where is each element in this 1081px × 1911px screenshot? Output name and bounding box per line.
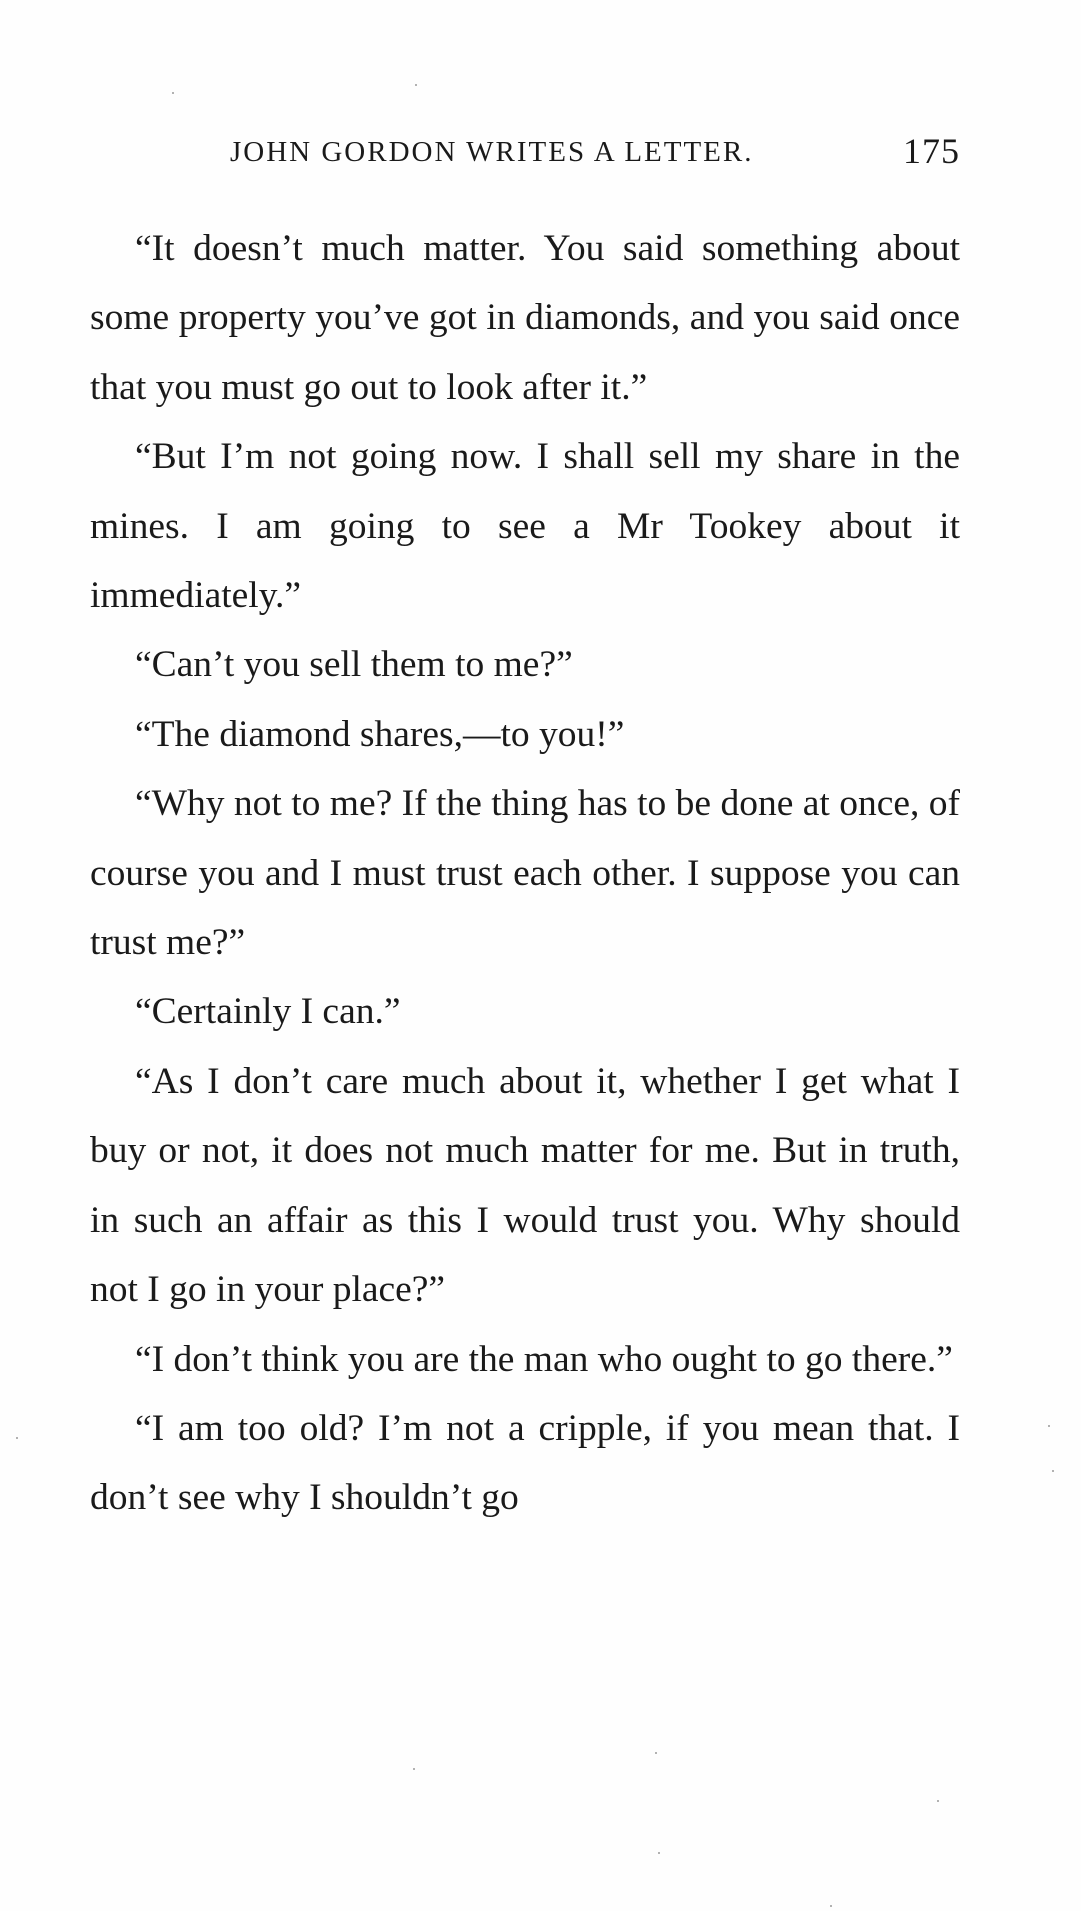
paragraph: “I am too old? I’m not a cripple, if you mean that. I don’t see why I shouldn’t go — [90, 1407, 960, 1519]
scan-speck — [172, 92, 174, 94]
scan-speck — [658, 1852, 660, 1854]
scan-speck — [1048, 1425, 1050, 1427]
scan-speck — [16, 1437, 18, 1439]
paragraph: “Can’t you sell them to me?” — [135, 644, 573, 686]
paragraph: “Why not to me? If the thing has to be done at once, of course you and I must trust each other. I suppose you can trust me?” — [90, 783, 960, 964]
paragraph: “I don’t think you are the man who ought to go there.” — [135, 1338, 953, 1380]
paragraph: “The diamond shares,—to you!” — [135, 713, 625, 755]
scan-speck — [415, 84, 417, 86]
page-number: 175 — [903, 131, 960, 171]
scan-speck — [655, 1752, 657, 1754]
scan-speck — [1052, 1470, 1054, 1472]
scan-speck — [830, 1905, 832, 1907]
paragraph: “But I’m not going now. I shall sell my share in the mines. I am going to see a Mr Tookey about it immediately.” — [90, 436, 960, 617]
paragraph: “It doesn’t much matter. You said something about some property you’ve got in diamonds, and you said once that you must go out to look after it.” — [90, 228, 960, 408]
running-title: JOHN GORDON WRITES A LETTER. — [230, 136, 754, 168]
scan-speck — [413, 1768, 415, 1770]
running-head — [90, 130, 960, 180]
scan-speck — [937, 1800, 939, 1802]
body-text — [90, 214, 960, 1533]
paragraph: “As I don’t care much about it, whether I get what I buy or not, it does not much matter for me. But in truth, in such an affair as this I would trust you. Why should not I go in your place?” — [90, 1060, 960, 1311]
paragraph: “Certainly I can.” — [135, 991, 401, 1033]
